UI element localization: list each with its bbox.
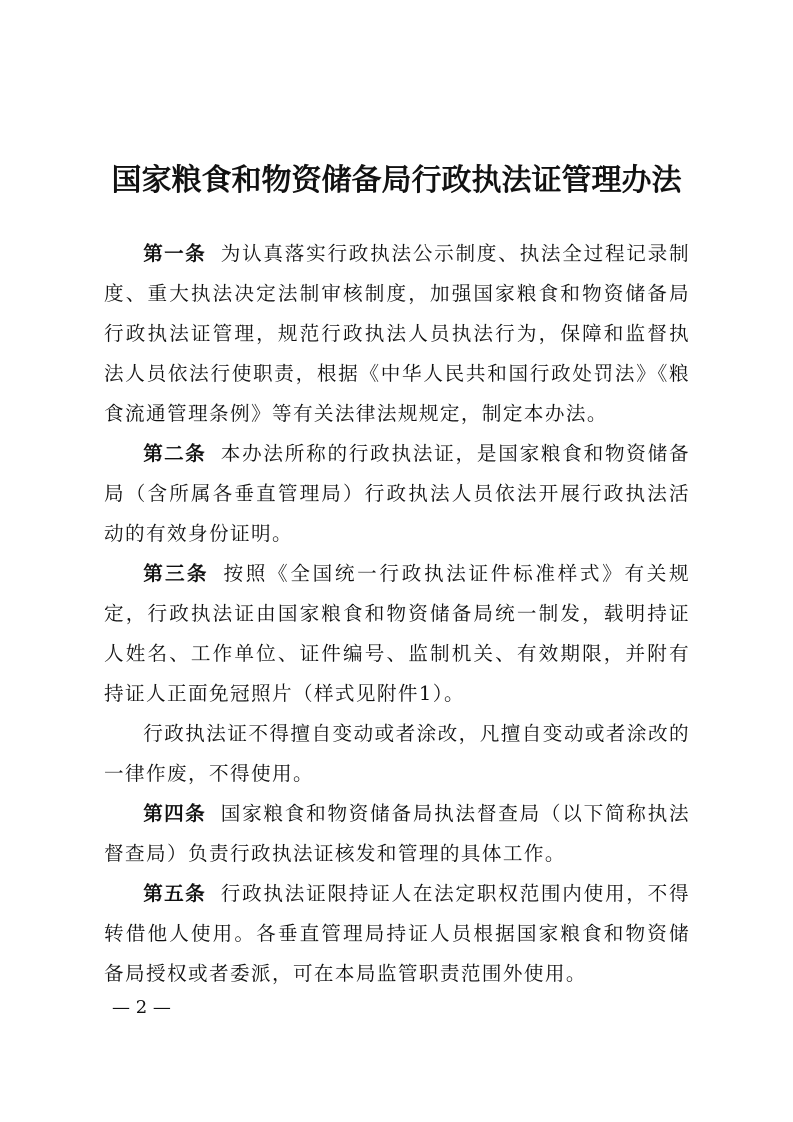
article-2-heading: 第二条	[143, 442, 207, 465]
article-1-heading: 第一条	[143, 242, 207, 265]
article-4-paragraph	[104, 794, 690, 874]
article-4-heading: 第四条	[143, 802, 207, 825]
page-number: — 2 —	[112, 997, 171, 1018]
article-2-text: 本办法所称的行政执法证，是国家粮食和物资储备局（含所属各垂直管理局）行政执法人员依法开展行政执法活动的有效身份证明。	[104, 442, 690, 545]
article-1-text: 为认真落实行政执法公示制度、执法全过程记录制度、重大执法决定法制审核制度，加强国家粮食和物资储备局行政执法证管理，规范行政执法人员执法行为，保障和监督执法人员依法行使职责，根据《中华人民共和国行政处罚法》《粮食流通管理条例》等有关法律法规规定，制定本办法。	[104, 242, 690, 425]
article-3-text: 按照《全国统一行政执法证件标准样式》有关规定，行政执法证由国家粮食和物资储备局统一制发，载明持证人姓名、工作单位、证件编号、监制机关、有效期限，并附有持证人正面免冠照片（样式见附件1）。	[104, 562, 690, 705]
article-3-continuation-paragraph	[104, 714, 690, 794]
document-body	[104, 234, 690, 994]
article-1-paragraph	[104, 234, 690, 434]
article-3-heading: 第三条	[143, 562, 209, 585]
article-5-heading: 第五条	[143, 882, 207, 905]
document-title: 国家粮食和物资储备局行政执法证管理办法	[111, 163, 682, 199]
article-3-paragraph	[104, 554, 690, 714]
article-4-text: 国家粮食和物资储备局执法督查局（以下简称执法督查局）负责行政执法证核发和管理的具体工作。	[104, 802, 690, 865]
article-5-text: 行政执法证限持证人在法定职权范围内使用，不得转借他人使用。各垂直管理局持证人员根据国家粮食和物资储备局授权或者委派，可在本局监管职责范围外使用。	[104, 882, 690, 985]
article-2-paragraph	[104, 434, 690, 554]
article-5-paragraph	[104, 874, 690, 994]
article-3-continuation-text: 行政执法证不得擅自变动或者涂改，凡擅自变动或者涂改的一律作废，不得使用。	[104, 722, 690, 785]
